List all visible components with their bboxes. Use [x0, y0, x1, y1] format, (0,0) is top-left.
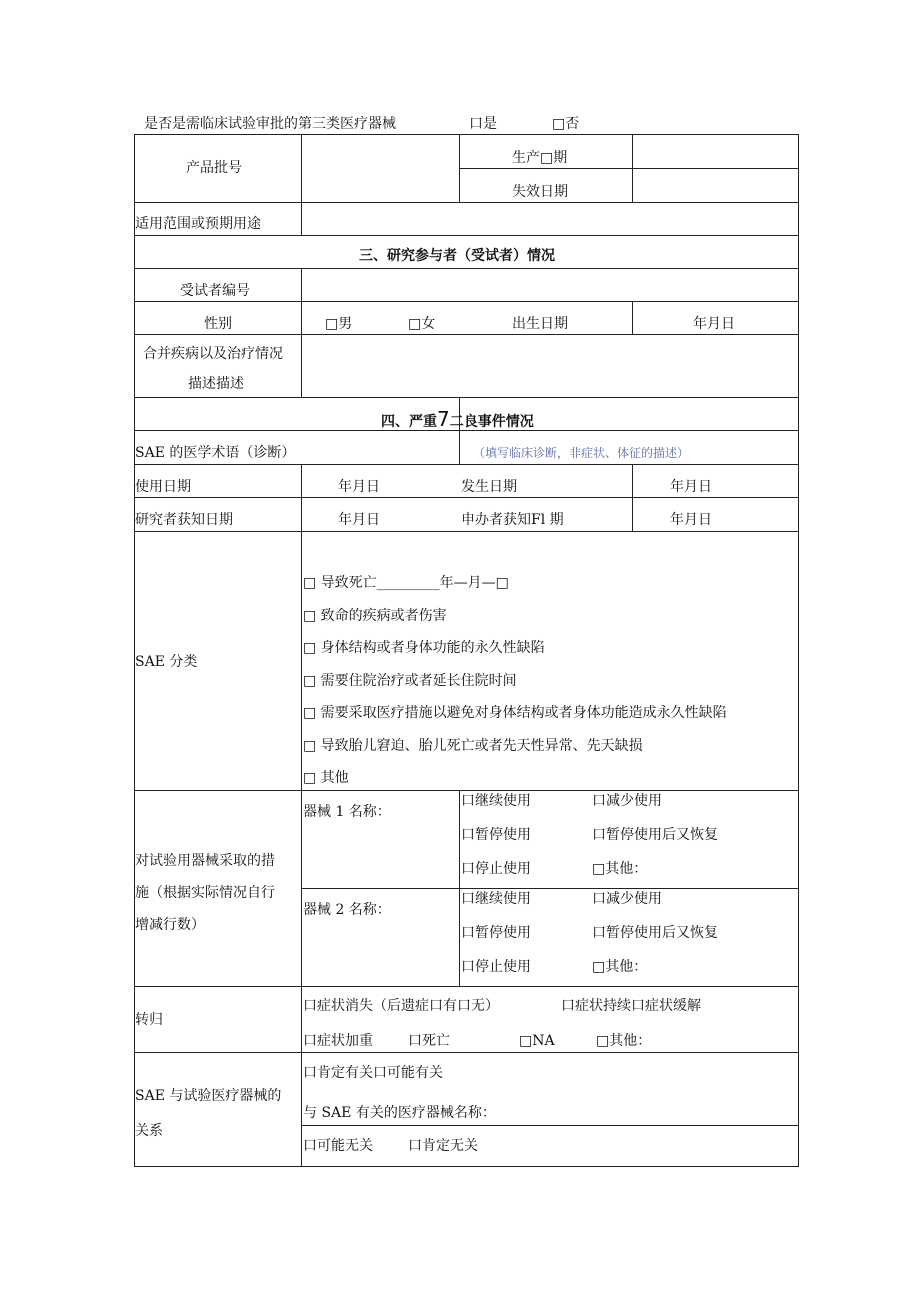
device1-pause[interactable]: 口暂停使用	[461, 827, 531, 843]
sae-class-option-permanent[interactable]: □ 身体结构或者身体功能的永久性缺陷	[303, 640, 545, 656]
device1-stop[interactable]: 口停止使用	[461, 861, 531, 877]
device1-pause-resume[interactable]: 口暂停使用后又恢复	[592, 827, 718, 843]
female-checkbox[interactable]: □女	[408, 316, 436, 332]
device2-pause-resume[interactable]: 口暂停使用后又恢复	[592, 925, 718, 941]
production-date-label: 生产□期	[512, 150, 568, 166]
scope-label: 适用范围或预期用途	[135, 216, 261, 232]
device2-other[interactable]: □其他：	[592, 959, 648, 975]
relation-device-name: 与 SAE 有关的医疗器械名称：	[303, 1105, 496, 1121]
sae-class-option-other[interactable]: □ 其他	[303, 770, 349, 786]
male-checkbox[interactable]: □男	[325, 316, 353, 332]
comorbidity-label-line1: 合并疾病以及治疗情况	[143, 346, 283, 362]
occur-date-label: 发生日期	[461, 479, 517, 495]
section4-title-mid: 7	[437, 407, 450, 431]
occur-date-value[interactable]: 年月日	[670, 479, 712, 495]
sponsor-date-label: 申办者获知Fl 期	[461, 512, 564, 528]
outcome-label: 转归	[135, 1012, 163, 1028]
subject-number-label: 受试者编号	[180, 283, 250, 299]
section4-title	[381, 409, 534, 429]
outcome-na[interactable]: □NA	[519, 1033, 555, 1049]
device2-label: 器械 2 名称：	[303, 902, 391, 918]
top-question-text: 是否是需临床试验审批的第三类医疗器械	[144, 116, 396, 132]
device2-continue[interactable]: 口继续使用	[461, 891, 531, 907]
device1-reduce[interactable]: 口减少使用	[592, 793, 662, 809]
device2-stop[interactable]: 口停止使用	[461, 959, 531, 975]
top-question-yes-checkbox[interactable]: 口是	[469, 116, 497, 132]
outcome-resolved[interactable]: 口症状消失（后遗症口有口无）	[303, 998, 499, 1014]
birth-date-label: 出生日期	[512, 316, 568, 332]
device1-label: 器械 1 名称：	[303, 804, 391, 820]
expiry-date-label: 失效日期	[512, 184, 568, 200]
comorbidity-label-line2: 描述描述	[188, 376, 244, 392]
relation-label-line2: 关系	[135, 1123, 163, 1139]
section3-title: 三、研究参与者（受试者）情况	[359, 248, 555, 264]
section4-title-part2: 二良事件情况	[449, 414, 534, 430]
sponsor-date-value[interactable]: 年月日	[670, 512, 712, 528]
section4-title-part1: 四、严重	[381, 414, 437, 430]
measures-label-line2: 施（根据实际情况自行	[135, 885, 275, 901]
measures-label-line1: 对试验用器械采取的措	[135, 853, 275, 869]
sae-class-option-fatal[interactable]: □ 致命的疾病或者伤害	[303, 608, 447, 624]
sae-class-option-fetal[interactable]: □ 导致胎儿窘迫、胎儿死亡或者先天性异常、先天缺损	[303, 738, 643, 754]
sae-term-label: SAE 的医学术语（诊断）	[135, 445, 296, 461]
sae-class-option-hospital[interactable]: □ 需要住院治疗或者延长住院时间	[303, 673, 517, 689]
relation-possibly-unrelated[interactable]: 口可能无关	[303, 1138, 373, 1154]
use-date-label: 使用日期	[135, 479, 191, 495]
outcome-worsened[interactable]: 口症状加重	[303, 1033, 373, 1049]
birth-date-value[interactable]: 年月日	[693, 316, 735, 332]
investigator-date-value[interactable]: 年月日	[338, 512, 380, 528]
top-question-no-checkbox[interactable]: □否	[552, 116, 580, 132]
batch-number-label: 产品批号	[186, 160, 242, 176]
outcome-persisting[interactable]: 口症状持续口症状缓解	[561, 998, 701, 1014]
sae-class-label: SAE 分类	[135, 654, 198, 670]
measures-label-line3: 增减行数）	[135, 917, 205, 933]
outcome-death[interactable]: 口死亡	[408, 1033, 450, 1049]
device1-other[interactable]: □其他：	[592, 861, 648, 877]
relation-definitely-unrelated[interactable]: 口肯定无关	[408, 1138, 478, 1154]
relation-related[interactable]: 口肯定有关口可能有关	[303, 1065, 443, 1081]
device1-continue[interactable]: 口继续使用	[461, 793, 531, 809]
sae-class-option-death[interactable]: □ 导致死亡_________年—月—□	[303, 575, 509, 591]
outcome-other[interactable]: □其他：	[596, 1033, 652, 1049]
sae-class-option-intervention[interactable]: □ 需要采取医疗措施以避免对身体结构或者身体功能造成永久性缺陷	[303, 705, 727, 721]
investigator-date-label: 研究者获知日期	[135, 512, 233, 528]
use-date-value[interactable]: 年月日	[338, 479, 380, 495]
gender-label: 性别	[204, 316, 232, 332]
sae-term-note: （填写临床诊断，非症状、体征的描述）	[473, 446, 690, 460]
device2-reduce[interactable]: 口减少使用	[592, 891, 662, 907]
relation-label-line1: SAE 与试验医疗器械的	[135, 1088, 282, 1104]
device2-pause[interactable]: 口暂停使用	[461, 925, 531, 941]
